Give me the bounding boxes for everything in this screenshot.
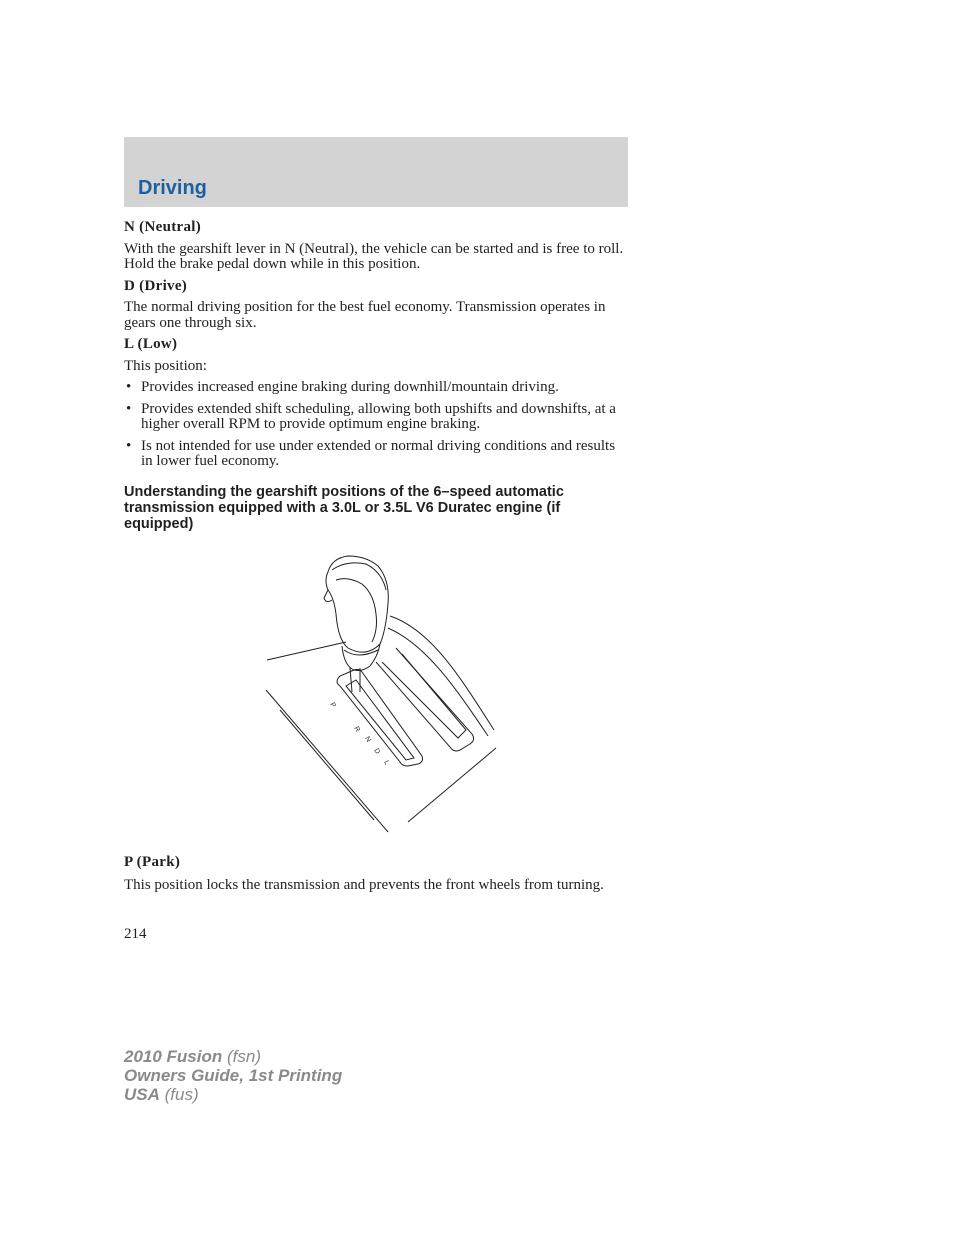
- document-footer: [124, 1047, 342, 1104]
- footer-line-2: [124, 1066, 342, 1085]
- low-bullet-list: [124, 380, 624, 470]
- gate-label-l: L: [382, 759, 391, 767]
- neutral-heading: N (Neutral): [124, 219, 202, 235]
- neutral-text: With the gearshift lever in N (Neutral), the vehicle can be started and is free to roll. Hold the brake pedal down while in this position.: [124, 240, 624, 272]
- footer-line-1: [124, 1047, 342, 1066]
- bullet-icon: •: [126, 400, 132, 417]
- gate-label-d: D: [372, 747, 381, 756]
- list-item-text: Provides extended shift scheduling, allowing both upshifts and downshifts, at a higher overall RPM to provide optimum engine braking.: [141, 400, 616, 432]
- park-section: [124, 854, 624, 900]
- gate-label-r: R: [352, 725, 361, 734]
- footer-guide: Owners Guide, 1st Printing: [124, 1066, 343, 1085]
- gate-label-n: N: [363, 735, 372, 744]
- gate-label-p: P: [328, 701, 337, 710]
- park-heading: P (Park): [124, 854, 181, 870]
- bullet-icon: •: [126, 437, 132, 454]
- gearshift-illustration: [262, 550, 498, 835]
- main-content: [124, 220, 624, 532]
- section-header-band: [124, 137, 628, 207]
- park-text: This position locks the transmission and prevents the front wheels from turning.: [124, 877, 604, 893]
- list-item: [124, 380, 624, 396]
- footer-model: 2010 Fusion: [124, 1047, 223, 1066]
- low-intro: This position:: [124, 357, 207, 374]
- footer-market-code: (fus): [164, 1085, 199, 1104]
- list-item-text: Is not intended for use under extended or normal driving conditions and results in lower fuel economy.: [141, 437, 616, 469]
- list-item-text: Provides increased engine braking during downhill/mountain driving.: [141, 379, 559, 395]
- drive-heading: D (Drive): [124, 277, 188, 294]
- drive-text: The normal driving position for the best fuel economy. Transmission operates in gears one through six.: [124, 299, 606, 331]
- list-item: [124, 439, 624, 470]
- list-item: [124, 402, 624, 433]
- gearshift-lever-icon: [262, 550, 498, 835]
- gearshift-section-heading: Understanding the gearshift positions of the 6–speed automatic transmission equipped with a 3.0L or 3.5L V6 Duratec engine (if equipped): [124, 483, 564, 532]
- bullet-icon: •: [126, 379, 132, 395]
- footer-line-3: [124, 1085, 342, 1104]
- low-heading: L (Low): [124, 336, 178, 352]
- footer-market: USA: [124, 1085, 160, 1104]
- section-title: Driving: [138, 177, 207, 199]
- footer-model-code: (fsn): [227, 1047, 261, 1066]
- page-number: 214: [124, 926, 147, 942]
